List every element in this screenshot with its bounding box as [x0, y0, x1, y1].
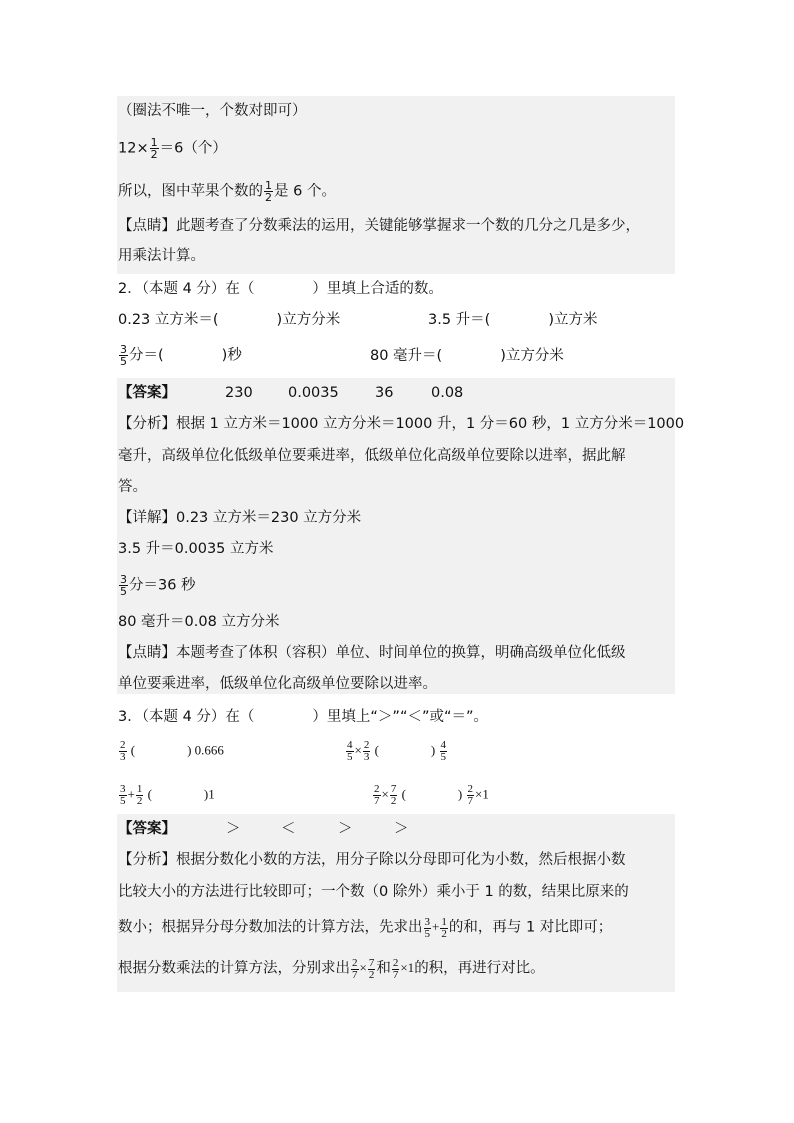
q2-comment-1: 【点睛】本题考查了体积（容积）单位、时间单位的换算，明确高级单位化低级 — [118, 645, 626, 661]
frac-den: 7 — [467, 795, 474, 807]
frac-den: 2 — [368, 969, 375, 981]
q3-r1-left-text: ( ) 0.666 — [130, 742, 224, 758]
frac-num: 2 — [392, 957, 399, 969]
times-sign: × — [354, 742, 362, 758]
q3-row1-right — [345, 740, 448, 763]
frac-num: 3 — [120, 343, 127, 356]
fraction-two-sevenths — [392, 958, 400, 981]
q2-item-b-right: 80 毫升＝( )立方分米 — [370, 348, 564, 364]
q3-row1-left — [118, 740, 224, 763]
q3-analysis-4 — [118, 958, 545, 981]
q2-b-left-text: 分＝( )秒 — [129, 347, 242, 364]
frac-num: 7 — [390, 783, 397, 795]
q3-analysis-3 — [118, 917, 612, 940]
q3-analysis-4-post: 的积，再进行对比。 — [414, 960, 545, 977]
q3-row2-right — [372, 784, 489, 807]
q2-answer-1: 230 — [225, 385, 253, 401]
q3-analysis-3-post: 的和，再与 1 对比即可； — [448, 919, 613, 936]
frac-num: 3 — [424, 916, 430, 928]
q3-analysis-4-and: 和 — [376, 960, 391, 977]
frac-den: 2 — [150, 148, 158, 161]
fraction-four-fifths — [440, 740, 448, 763]
q3-answer-4: ＞ — [394, 821, 409, 837]
frac-num: 1 — [136, 783, 143, 795]
q2-item-a-left: 0.23 立方米＝( )立方分米 — [118, 312, 341, 328]
equation-line — [118, 137, 227, 160]
q3-r1-right-blank: ( ) — [374, 742, 436, 758]
q3-title: 3．（本题 4 分）在（ ）里填上“＞”“＜”或“＝”。 — [118, 709, 488, 725]
times-one: ×1 — [400, 960, 415, 976]
note-line: （圈法不唯一，个数对即可） — [118, 103, 307, 119]
q3-analysis-4-pre: 根据分数乘法的计算方法，分别求出 — [118, 960, 350, 977]
q2-analysis-3: 答。 — [118, 479, 147, 495]
frac-den: 3 — [120, 751, 126, 763]
q3-analysis-1: 【分析】根据分数化小数的方法，用分子除以分母即可化为小数，然后根据小数 — [118, 852, 626, 868]
fraction-two-thirds — [119, 740, 127, 763]
fraction-half — [136, 784, 144, 807]
frac-num: 2 — [374, 783, 380, 795]
q3-answer-2: ＜ — [281, 821, 296, 837]
q2-answer-4: 0.08 — [431, 385, 464, 401]
fraction-three-fifths — [119, 574, 128, 597]
q2-detail-3 — [118, 574, 196, 597]
frac-den: 5 — [120, 355, 127, 368]
q2-answer-line — [118, 383, 464, 403]
frac-num: 2 — [363, 739, 370, 751]
frac-num: 2 — [120, 739, 126, 751]
frac-den: 5 — [440, 751, 447, 763]
times-one: ×1 — [475, 786, 489, 802]
comment-line-1: 【点睛】此题考查了分数乘法的运用，关键能够掌握求一个数的几分之几是多少， — [118, 218, 640, 234]
q2-item-b-left — [118, 344, 242, 367]
fraction-seven-halves — [390, 784, 398, 807]
plus-sign: + — [127, 786, 135, 802]
frac-num: 3 — [120, 783, 126, 795]
times-sign: × — [381, 786, 389, 802]
q2-detail-3-text: 分＝36 秒 — [129, 577, 196, 594]
fraction-three-fifths — [424, 917, 432, 940]
frac-num: 2 — [352, 957, 358, 969]
fraction-seven-halves — [368, 958, 376, 981]
comment-line-2: 用乘法计算。 — [118, 248, 205, 264]
frac-num: 1 — [150, 136, 158, 149]
answer-label: 【答案】 — [118, 385, 176, 401]
frac-num: 1 — [441, 916, 447, 928]
frac-den: 7 — [352, 969, 358, 981]
frac-den: 2 — [441, 928, 447, 940]
frac-den: 5 — [120, 585, 127, 598]
frac-num: 4 — [440, 739, 447, 751]
frac-num: 7 — [368, 957, 375, 969]
q2-analysis-1: 【分析】根据 1 立方米＝1000 立方分米＝1000 升，1 分＝60 秒，1 立方分米＝1000 — [118, 416, 685, 432]
q2-analysis-2: 毫升，高级单位化低级单位要乘进率，低级单位化高级单位要除以进率，据此解 — [118, 448, 626, 464]
conclusion-line — [118, 180, 336, 203]
frac-num: 2 — [467, 783, 474, 795]
times-sign: × — [359, 960, 367, 976]
q2-title: 2．（本题 4 分）在（ ）里填上合适的数。 — [118, 281, 443, 297]
frac-num: 4 — [347, 739, 353, 751]
q3-r2-right-blank: ( ) — [401, 786, 463, 802]
frac-den: 7 — [392, 969, 399, 981]
frac-den: 7 — [374, 795, 380, 807]
frac-den: 3 — [363, 751, 370, 763]
fraction-two-sevenths — [467, 784, 475, 807]
q3-answer-1: ＞ — [226, 821, 241, 837]
q2-comment-2: 单位要乘进率，低级单位化高级单位要除以进率。 — [118, 676, 437, 692]
q3-analysis-2: 比较大小的方法进行比较即可；一个数（0 除外）乘小于 1 的数，结果比原来的 — [118, 884, 629, 900]
conclusion-prefix: 所以，图中苹果个数的 — [118, 183, 263, 200]
q2-item-a-right: 3.5 升＝( )立方米 — [428, 312, 598, 328]
fraction-half — [440, 917, 448, 940]
q2-detail-2: 3.5 升＝0.0035 立方米 — [118, 541, 274, 557]
frac-num: 3 — [120, 573, 127, 586]
fraction-two-sevenths — [351, 958, 359, 981]
fraction-two-sevenths — [373, 784, 381, 807]
q2-answer-2: 0.0035 — [288, 385, 339, 401]
frac-den: 5 — [120, 795, 126, 807]
conclusion-suffix: 是 6 个。 — [274, 183, 336, 200]
q3-row2-left — [118, 784, 215, 807]
frac-den: 2 — [265, 191, 272, 204]
q2-detail-1: 【详解】0.23 立方米＝230 立方分米 — [118, 510, 362, 526]
plus-sign: + — [432, 919, 440, 935]
fraction-three-fifths — [119, 344, 128, 367]
frac-num: 1 — [265, 179, 272, 192]
q2-answer-3: 36 — [375, 385, 394, 401]
q2-detail-4: 80 毫升＝0.08 立方分米 — [118, 614, 280, 630]
fraction-half — [264, 180, 273, 203]
frac-den: 2 — [390, 795, 397, 807]
frac-den: 5 — [347, 751, 353, 763]
answer-label: 【答案】 — [118, 821, 176, 837]
fraction-two-thirds — [363, 740, 371, 763]
fraction-four-fifths — [346, 740, 354, 763]
equation-prefix: 12× — [118, 140, 149, 157]
q3-analysis-3-pre: 数小；根据异分母分数加法的计算方法，先求出 — [118, 919, 423, 936]
fraction-half — [150, 137, 159, 160]
frac-den: 2 — [136, 795, 143, 807]
q3-r2-left-text: ( )1 — [147, 786, 215, 802]
fraction-three-fifths — [119, 784, 127, 807]
frac-den: 5 — [424, 928, 430, 940]
q3-answer-3: ＞ — [338, 821, 353, 837]
q3-answer-line — [118, 819, 409, 839]
equation-suffix: ＝6（个） — [159, 140, 227, 157]
